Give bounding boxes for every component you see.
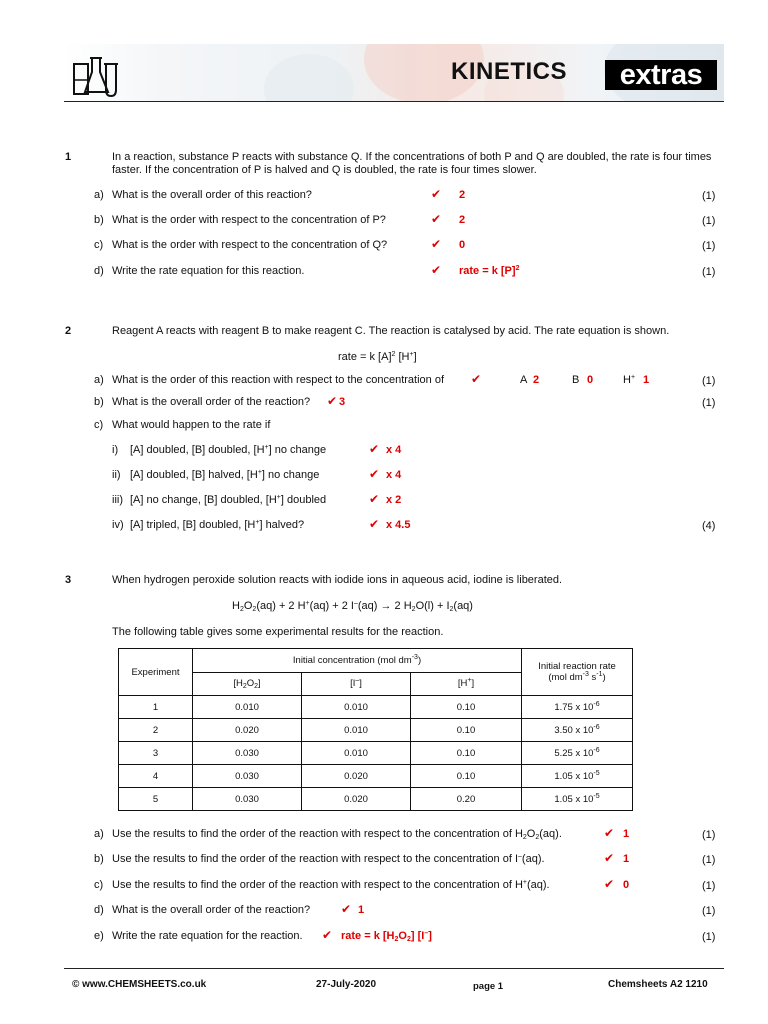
q2a-b-answer: 0 [587, 374, 594, 386]
q2a-label: a) [94, 374, 104, 386]
q1b-label: b) [94, 214, 104, 226]
check-icon: ✔ [431, 212, 442, 226]
q2-rate-equation: rate = k $[A]^2$ [H+] [338, 351, 417, 363]
check-icon: ✔ [369, 467, 380, 481]
q2a-h-label: H+ [623, 374, 636, 386]
q1a-label: a) [94, 189, 104, 201]
q2c-i-answer: x 4 [386, 444, 402, 456]
q2c-iii-label: iii) [112, 494, 123, 506]
check-icon: ✔ [369, 517, 380, 531]
q3d-label: d) [94, 904, 104, 916]
question-1-number: 1 [65, 151, 72, 163]
footer-date: 27-July-2020 [316, 979, 377, 990]
q3e-marks: (1) [702, 931, 716, 943]
check-icon: ✔ [471, 372, 482, 386]
question-1-intro: In a reaction, substance P reacts with substance Q. If the concentrations of both P and Q are doubled, the rate is four times faster. If the concentration of P is halved and Q is doubled, the rate is four times slower. [112, 151, 712, 176]
q2c-ii-text: [A] doubled, [B] halved, [H+] no change [130, 469, 320, 481]
check-icon: ✔ [431, 237, 442, 251]
table-row: 3 0.030 0.010 0.10 5.25 x $10^{-6}$ [119, 742, 633, 765]
q2b-marks: (1) [702, 397, 716, 409]
table-row: 2 0.020 0.010 0.10 3.50 x $10^{-6}$ [119, 719, 633, 742]
q3b-label: b) [94, 853, 104, 865]
q2c-label: c) [94, 419, 104, 431]
q3c-label: c) [94, 879, 104, 891]
q3d-marks: (1) [702, 905, 716, 917]
check-icon: ✔ [431, 263, 442, 277]
table-row: 5 0.030 0.020 0.20 1.05 x $10^{-5}$ [119, 788, 633, 811]
q3e-text: Write the rate equation for the reaction. [112, 930, 303, 942]
footer-page-number: page 1 [473, 981, 504, 992]
q2c-iv-label: iv) [112, 519, 124, 531]
q1d-marks: (1) [702, 266, 716, 278]
q2c-ii-answer: x 4 [386, 469, 402, 481]
q3d-text: What is the overall order of the reaction? [112, 904, 311, 916]
q2c-iii-answer: x 2 [386, 494, 402, 506]
question-2-number: 2 [65, 325, 72, 337]
q2c-iii-text: [A] no change, [B] doubled, [H+] doubled [130, 494, 327, 506]
table-header-experiment: Experiment [119, 649, 193, 696]
q1a-answer: 2 [459, 189, 466, 201]
q3c-text: Use the results to find the order of the reaction with respect to the concentration of H+(aq). [112, 879, 550, 891]
q2c-iv-text: [A] tripled, [B] doubled, [H+] halved? [130, 519, 305, 531]
table-header-h2o2: $[H_2O_2]$ [193, 672, 302, 696]
check-icon: ✔ [604, 826, 615, 840]
q1c-text: What is the order with respect to the concentration of Q? [112, 239, 388, 251]
header-divider [64, 101, 724, 102]
check-icon: ✔ [322, 928, 333, 942]
table-header-hplus: [H+] [411, 672, 522, 696]
q3b-answer: 1 [623, 853, 630, 865]
q3-reaction-equation: $H_2O_2(aq) + 2$ H+(aq) + 2 I–(aq) → 2 $H_2O(l) + I_2(aq)$ [232, 600, 473, 613]
table-header-initial-conc: Initial concentration (mol $dm^{-3}$) [193, 649, 522, 673]
check-icon: ✔ [341, 902, 352, 916]
check-icon: ✔ [604, 877, 615, 891]
q3a-marks: (1) [702, 829, 716, 841]
q2c-i-label: i) [112, 444, 119, 456]
footer-reference: Chemsheets A2 1210 [608, 979, 708, 990]
q1b-text: What is the order with respect to the concentration of P? [112, 214, 386, 226]
q3a-label: a) [94, 828, 104, 840]
page-title: KINETICS [451, 58, 568, 85]
q2c-i-text: [A] doubled, [B] doubled, [H+] no change [130, 444, 327, 456]
q2b-label: b) [94, 396, 104, 408]
q1a-text: What is the overall order of this reaction? [112, 189, 312, 201]
q2a-b-label: B [572, 374, 580, 386]
table-header-iodide: [I–] [302, 672, 411, 696]
q1d-label: d) [94, 265, 104, 277]
check-icon: ✔ [604, 851, 615, 865]
check-icon: ✔ [369, 442, 380, 456]
check-icon: ✔ [369, 492, 380, 506]
q2a-a-answer: 2 [533, 374, 540, 386]
experiment-table [118, 648, 633, 811]
q1c-label: c) [94, 239, 104, 251]
table-row: 4 0.030 0.020 0.10 1.05 x $10^{-5}$ [119, 765, 633, 788]
q3e-label: e) [94, 930, 104, 942]
q2a-h-answer: 1 [643, 374, 650, 386]
question-3-number: 3 [65, 574, 72, 586]
q3a-text: Use the results to find the order of the reaction with respect to the concentration of $H_2O_2(aq)$. [112, 828, 562, 841]
q2c-iv-answer: x 4.5 [386, 519, 411, 531]
q3-table-intro: The following table gives some experimental results for the reaction. [112, 626, 444, 638]
q3a-answer: 1 [623, 828, 630, 840]
q1d-answer: rate = k $[P]^2$ [459, 265, 520, 277]
footer-divider [64, 968, 724, 969]
q1c-marks: (1) [702, 240, 716, 252]
q2a-marks: (1) [702, 375, 716, 387]
table-row: 1 0.010 0.010 0.10 1.75 x $10^{-6}$ [119, 696, 633, 719]
q1b-marks: (1) [702, 215, 716, 227]
q1b-answer: 2 [459, 214, 466, 226]
q3b-text: Use the results to find the order of the reaction with respect to the concentration of I–(aq). [112, 853, 545, 865]
q3d-answer: 1 [358, 904, 365, 916]
q2a-a-label: A [520, 374, 528, 386]
q3c-answer: 0 [623, 879, 630, 891]
q2c-ii-label: ii) [112, 469, 121, 481]
q2b-text: What is the overall order of the reaction? [112, 396, 311, 408]
q3e-answer: rate = k $[H_2O_2]$ [I–] [341, 930, 432, 943]
question-2-intro: Reagent A reacts with reagent B to make reagent C. The reaction is catalysed by acid. The rate equation is shown. [112, 325, 670, 337]
q3b-marks: (1) [702, 854, 716, 866]
extras-badge: extras [605, 60, 717, 90]
question-3-intro: When hydrogen peroxide solution reacts with iodide ions in aqueous acid, iodine is liberated. [112, 574, 563, 586]
q3c-marks: (1) [702, 880, 716, 892]
lab-glassware-icon [70, 50, 120, 98]
check-icon: ✔ [431, 187, 442, 201]
q1a-marks: (1) [702, 190, 716, 202]
table-header-rate: Initial reaction rate (mol $dm^{-3}$ $s^{-1}$) [522, 649, 633, 696]
q2a-text: What is the order of this reaction with respect to the concentration of [112, 374, 445, 386]
check-icon: ✔ [327, 394, 338, 408]
q2c-text: What would happen to the rate if [112, 419, 271, 431]
q1d-text: Write the rate equation for this reaction. [112, 265, 305, 277]
q2b-answer: 3 [339, 396, 346, 408]
footer-copyright: © www.CHEMSHEETS.co.uk [72, 979, 207, 990]
q2c-marks: (4) [702, 520, 716, 532]
q1c-answer: 0 [459, 239, 466, 251]
